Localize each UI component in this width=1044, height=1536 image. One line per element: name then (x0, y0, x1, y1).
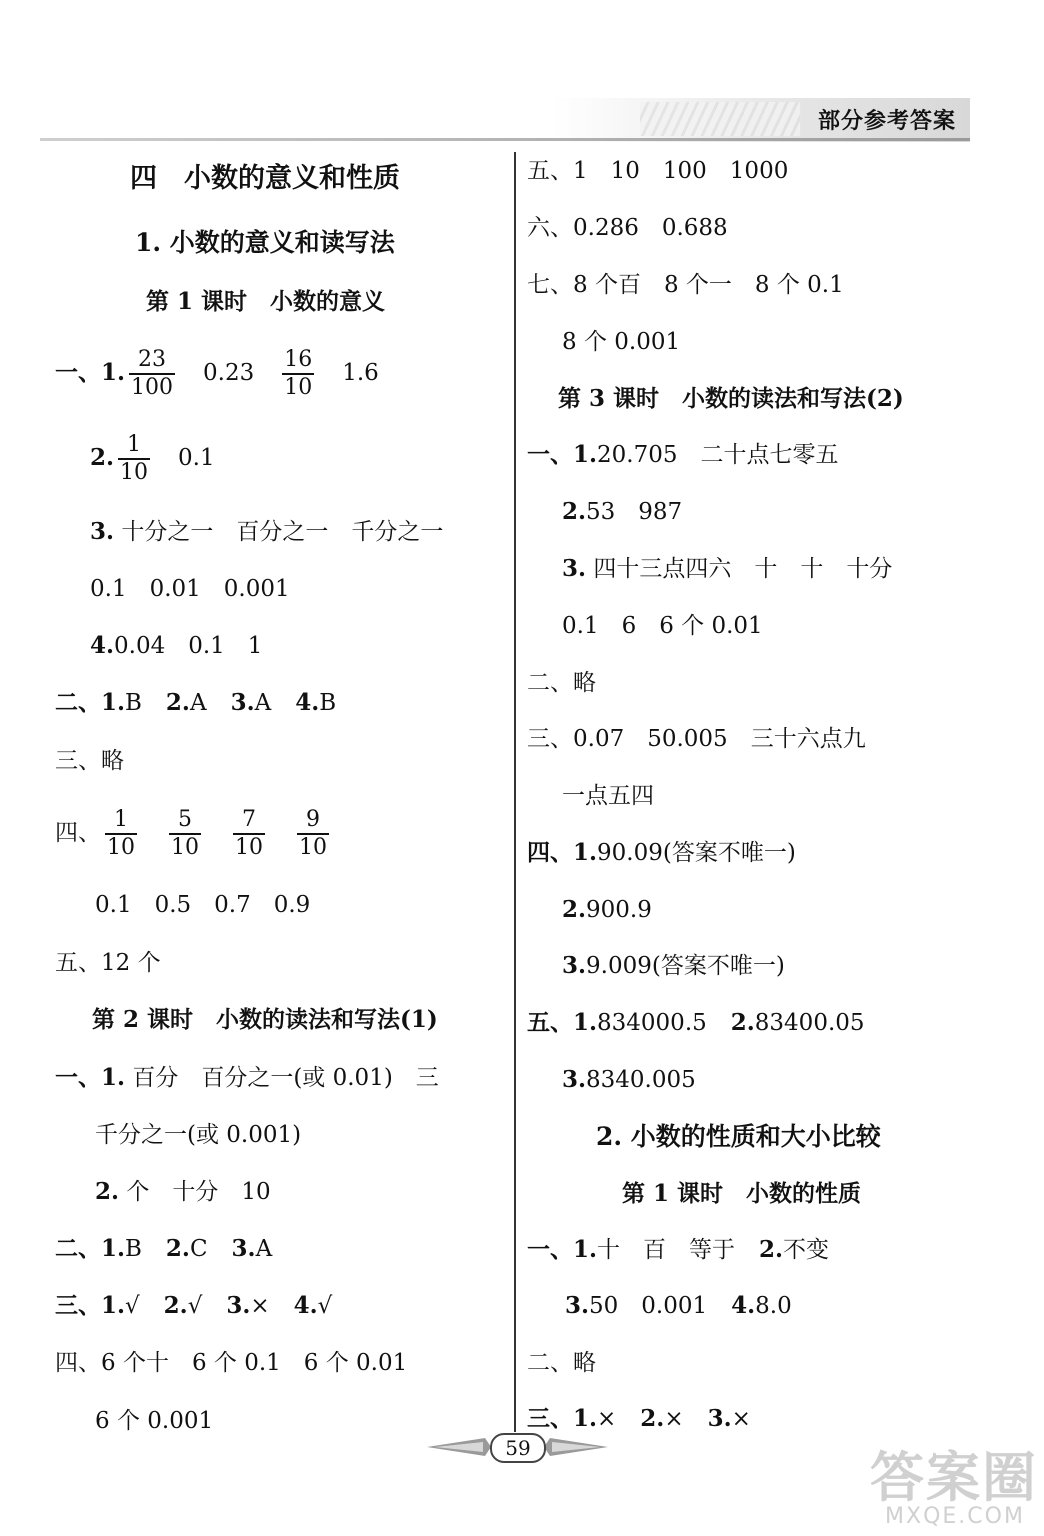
answer-line: 二、略 (527, 670, 596, 696)
fraction: $\frac{5}{10}$ (171, 807, 199, 860)
answer-line: 五、12 个 (55, 950, 161, 976)
answer-line: 一、1.十 百 等于 2.不变 (527, 1236, 830, 1263)
answer-line: 3.8340.005 (562, 1066, 696, 1093)
answer-line: 2. $\frac{1}{10}$ 0.1 (90, 432, 215, 485)
answer-line: 四、 $\frac{1}{10}$ $\frac{5}{10}$ $\frac{7}{10}$ $\frac{9}{10}$ (55, 807, 327, 860)
answer-line: 二、略 (527, 1350, 596, 1376)
answer-line: 3.9.009(答案不唯一) (562, 952, 785, 979)
answer-line: 三、1.× 2.× 3.× (527, 1405, 751, 1432)
answer-line: 千分之一(或 0.001) (95, 1122, 302, 1148)
answer-line: 五、1 10 100 1000 (527, 158, 789, 184)
answer-line: 二、1.B 2.C 3.A (55, 1235, 273, 1262)
answer-line: 2.900.9 (562, 896, 652, 923)
unit-title: 四 小数的意义和性质 (130, 163, 400, 194)
lesson-title: 第 1 课时 小数的性质 (622, 1180, 862, 1207)
section-title: 2. 小数的性质和大小比较 (596, 1122, 881, 1151)
answer-line: 2. 个 十分 10 (95, 1178, 271, 1205)
page-number: 59 (490, 1433, 546, 1463)
lesson-title: 第 2 课时 小数的读法和写法(1) (92, 1006, 438, 1033)
page-header-title: 部分参考答案 (817, 108, 956, 134)
answer-line: 一、1.20.705 二十点七零五 (527, 441, 839, 468)
answer-line: 0.1 0.5 0.7 0.9 (95, 892, 311, 918)
answer-line: 三、1.√ 2.√ 3.× 4.√ (55, 1292, 333, 1319)
fraction: $\frac{23}{100}$ (131, 347, 174, 400)
section-title: 1. 小数的意义和读写法 (135, 228, 395, 257)
lesson-title: 第 3 课时 小数的读法和写法(2) (558, 385, 904, 412)
header-decoration (640, 102, 800, 136)
column-divider (514, 152, 516, 1432)
lesson-title: 第 1 课时 小数的意义 (146, 288, 386, 315)
answer-line: 六、0.286 0.688 (527, 215, 728, 241)
fraction: $\frac{1}{10}$ (107, 807, 135, 860)
answer-line: 0.1 6 6 个 0.01 (562, 613, 763, 639)
answer-line: 8 个 0.001 (562, 329, 681, 355)
answer-line: 3.50 0.001 4.8.0 (565, 1292, 792, 1319)
answer-line: 3. 十分之一 百分之一 千分之一 (90, 518, 444, 545)
answer-line: 五、1.834000.5 2.83400.05 (527, 1009, 865, 1036)
answer-line: 一、1. $\frac{23}{100}$ 0.23 $\frac{16}{10}$ 1.6 (55, 347, 379, 400)
answer-line: 二、1.B 2.A 3.A 4.B (55, 689, 337, 716)
fraction: $\frac{1}{10}$ (120, 432, 149, 485)
answer-line: 四、1.90.09(答案不唯一) (527, 839, 796, 866)
answer-line: 三、略 (55, 748, 124, 774)
fraction: $\frac{16}{10}$ (284, 347, 313, 400)
header-rule (40, 138, 970, 141)
answer-line: 2.53 987 (562, 498, 683, 525)
fraction: $\frac{7}{10}$ (235, 807, 263, 860)
answer-line: 七、8 个百 8 个一 8 个 0.1 (527, 272, 844, 298)
answer-line: 6 个 0.001 (95, 1408, 214, 1434)
fraction: $\frac{9}{10}$ (299, 807, 327, 860)
answer-line: 四、6 个十 6 个 0.1 6 个 0.01 (55, 1350, 408, 1376)
answer-line: 三、0.07 50.005 三十六点九 (527, 726, 866, 752)
answer-line: 4.0.04 0.1 1 (90, 632, 263, 659)
answer-line: 3. 四十三点四六 十 十 十分 (562, 555, 893, 582)
answer-line: 0.1 0.01 0.001 (90, 576, 290, 602)
answer-line: 一、1. 百分 百分之一(或 0.01) 三 (55, 1064, 439, 1091)
answer-line: 一点五四 (562, 783, 654, 809)
watermark-logo: 答案圈 MXQE.COM (870, 1446, 1038, 1529)
